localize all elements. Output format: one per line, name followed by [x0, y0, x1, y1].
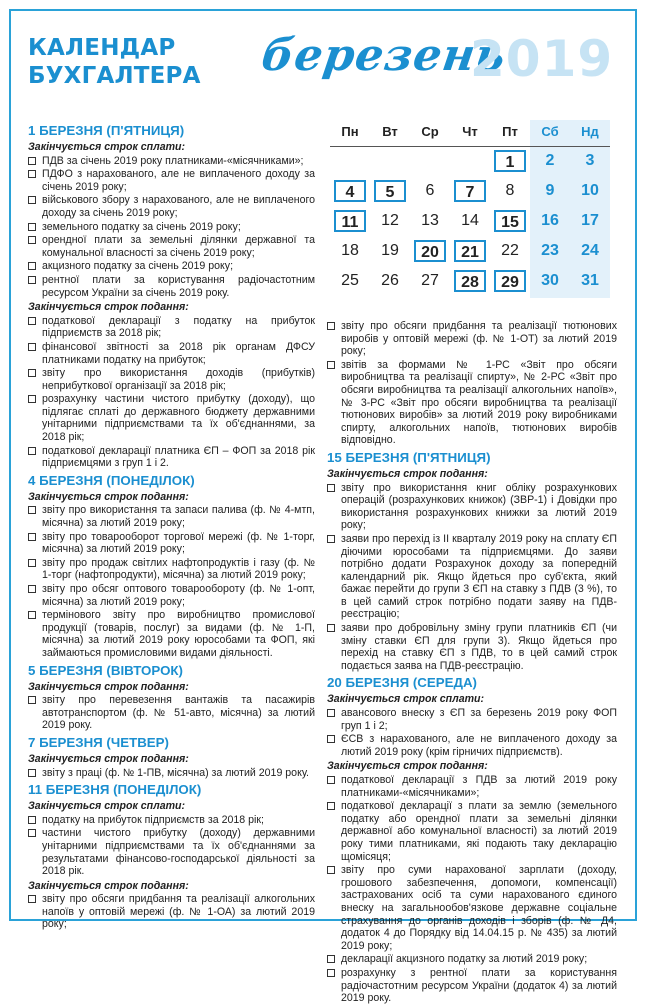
checkbox-icon[interactable]	[28, 369, 36, 377]
calendar-day-20: 20	[414, 240, 446, 262]
checklist-item-text: звіту про товарооборот торгової мережі (ф. № 1-торг, місячна) за лютий 2019 року;	[42, 530, 315, 556]
checklist-item	[327, 707, 617, 732]
checklist-item-text: податку на прибуток підприємств за 2018 рік;	[42, 813, 264, 826]
calendar-day-16: 16	[541, 212, 559, 229]
weekday-3: Чт	[462, 124, 478, 139]
checklist-item	[327, 967, 617, 1005]
header-title	[28, 34, 201, 90]
deadline-subtitle: Закінчується строк подання:	[28, 301, 189, 314]
checkbox-icon[interactable]	[28, 157, 36, 165]
checklist-item-text: заяви про перехід із ІІ кварталу 2019 року на сплату ЄП діючими юрособами та підприємцями. До заяви потрібно додати Розрахунок доходу за попередній календарний рік. Якщо йдеться про суб'єкта, який бажає перейти до групи 3 ЄП на ставку з ПДВ (3 %), то в цей самий строк потрібно подати заяву на ПДВ-реєстрацію;	[341, 532, 617, 621]
checklist-item-text: заяви про добровільну зміну групи платників ЄП (чи зміну ставки ЄП для групи 3). Якщо йдеться про перехід на ставку ЄП з ПДВ, то в цей самий строк подається заява на ПДВ-реєстрацію.	[341, 622, 617, 672]
checkbox-icon[interactable]	[28, 236, 36, 244]
section-title: 4 БЕРЕЗНЯ (ПОНЕДІЛОК)	[28, 472, 195, 488]
section-title: 15 БЕРЕЗНЯ (П'ЯТНИЦЯ)	[327, 449, 491, 465]
calendar-day-7: 7	[454, 180, 486, 202]
calendar-day-5: 5	[374, 180, 406, 202]
checkbox-icon[interactable]	[28, 769, 36, 777]
checklist-item	[28, 168, 315, 193]
checkbox-icon[interactable]	[327, 969, 335, 977]
checklist-item	[28, 557, 315, 582]
checklist-item-text: термінового звіту про виробництво промислової продукції (товарів, послуг) за видами (ф. № 1-П, місячна) за лютий 2019 року юрособами та ФОП, які займаються промисловими видами діяльності.	[42, 609, 315, 659]
checklist-item-text: ПДВ за січень 2019 року платниками-«місячниками»;	[42, 154, 304, 167]
deadline-subtitle: Закінчується строк подання:	[28, 680, 189, 693]
calendar-day-23: 23	[541, 242, 559, 259]
checkbox-icon[interactable]	[28, 696, 36, 704]
checklist-item-text: декларації акцизного податку за лютий 2019 року;	[341, 953, 588, 966]
deadline-subtitle: Закінчується строк сплати:	[28, 800, 186, 813]
checklist-item-text: звіту про обсяги придбання та реалізації алкогольних напоїв у оптовій мережі (ф. № 1-ОА) за лютий 2019 року;	[42, 893, 315, 931]
calendar-day-29: 29	[494, 270, 526, 292]
checklist-item-text: звіту про обсяг оптового товарообороту (ф. № 1-опт, місячна) за лютий 2019 року;	[42, 583, 315, 608]
calendar-day-8: 8	[505, 182, 515, 199]
checklist-item	[28, 609, 315, 659]
deadline-subtitle: Закінчується строк подання:	[28, 879, 189, 892]
calendar-day-19: 19	[381, 242, 399, 259]
checklist-item-text: звіту про використання книг обліку розрахункових операцій (розрахункових книжок) (ЗВР-1) і Довідки про використання розрахункових книжки за лютий 2019 року;	[341, 481, 617, 532]
section-title: 5 БЕРЕЗНЯ (ВІВТОРОК)	[28, 662, 183, 678]
checklist-item-text: податкової декларації платника ЄП – ФОП за 2018 рік підприємцями з груп 1 і 2.	[42, 444, 315, 470]
calendar-header-divider	[330, 146, 610, 147]
calendar-day-27: 27	[421, 272, 439, 289]
checklist-item	[327, 320, 617, 358]
calendar-day-4: 4	[334, 180, 366, 202]
calendar-day-25: 25	[341, 272, 359, 289]
calendar-day-17: 17	[581, 212, 599, 229]
checklist-item	[28, 260, 315, 273]
section-title: 20 БЕРЕЗНЯ (СЕРЕДА)	[327, 675, 477, 691]
checkbox-icon[interactable]	[28, 343, 36, 351]
checklist-item	[28, 694, 315, 732]
checkbox-icon[interactable]	[327, 322, 335, 330]
checklist-item	[327, 800, 617, 863]
checklist-item	[327, 533, 617, 621]
weekday-0: Пн	[341, 124, 359, 139]
checklist-item	[28, 221, 315, 234]
checkbox-icon[interactable]	[28, 895, 36, 903]
header-title-line2: БУХГАЛТЕРА	[28, 63, 201, 89]
checkbox-icon[interactable]	[28, 533, 36, 541]
checklist-item-text: звіту про обсяги придбання та реалізації тютюнових виробів у оптовій мережі (ф. № 1-ОТ) за лютий 2019 року;	[341, 320, 617, 358]
checklist-item	[28, 315, 315, 340]
checklist-item-text: звіту з праці (ф. № 1-ПВ, місячна) за лютий 2019 року.	[42, 766, 310, 779]
checkbox-icon[interactable]	[327, 866, 335, 874]
checklist-item	[28, 274, 315, 299]
checklist-item	[28, 814, 315, 827]
checkbox-icon[interactable]	[327, 361, 335, 369]
checklist-item-text: податкової декларації з ПДВ за лютий 2019 року платниками-«місячниками»;	[341, 774, 617, 799]
checkbox-icon[interactable]	[327, 735, 335, 743]
calendar-day-11: 11	[334, 210, 366, 232]
checklist-item	[28, 827, 315, 877]
checklist-item	[28, 367, 315, 392]
checkbox-icon[interactable]	[28, 262, 36, 270]
checklist-item	[327, 953, 617, 966]
checklist-item-text: ЄСВ з нарахованого, але не виплаченого доходу за лютий 2019 року (крім гірничих підприємств).	[341, 733, 617, 758]
checklist-item-text: звіту про використання та запаси палива (ф. № 4-мтп, місячна) за лютий 2019 року;	[42, 504, 315, 530]
checkbox-icon[interactable]	[28, 506, 36, 514]
deadline-subtitle: Закінчується строк сплати:	[327, 693, 485, 706]
checklist-item-text: частини чистого прибутку (доходу) державними унітарними підприємствами та їх об'єднаннями за результатами фінансово-господарської діяльності за 2018 рік.	[42, 827, 315, 878]
checklist-item	[28, 194, 315, 219]
calendar-day-9: 9	[545, 182, 555, 199]
deadline-subtitle: Закінчується строк сплати:	[28, 141, 186, 153]
calendar-day-22: 22	[501, 242, 519, 259]
left-column	[28, 120, 315, 932]
checkbox-icon[interactable]	[327, 955, 335, 963]
calendar-day-10: 10	[581, 182, 599, 199]
checklist-item	[327, 864, 617, 952]
calendar-day-21: 21	[454, 240, 486, 262]
checkbox-icon[interactable]	[327, 709, 335, 717]
checklist-item	[28, 583, 315, 608]
checklist-item-text: розрахунку з рентної плати за користування радіочастотним ресурсом України (додаток 4) за лютий 2019 року.	[341, 966, 617, 1005]
weekday-4: Пт	[502, 124, 518, 139]
checklist-item-text: акцизного податку за січень 2019 року;	[42, 260, 234, 273]
checklist-item	[28, 504, 315, 529]
checklist-item-text: військового збору з нарахованого, але не виплаченого доходу за січень 2019 року;	[42, 194, 315, 219]
checklist-item	[327, 482, 617, 532]
calendar-day-14: 14	[461, 212, 479, 229]
checklist-item	[28, 445, 315, 470]
calendar-day-2: 2	[545, 152, 555, 169]
calendar-day-12: 12	[381, 212, 399, 229]
checklist-item-text: орендної плати за земельні ділянки державної та комунальної власності за січень 2019 року;	[42, 234, 315, 259]
checklist-item	[28, 155, 315, 168]
checklist-item-text: звіту про продаж світлих нафтопродуктів і газу (ф. № 1-торг (нафтопродукти), місячна) за лютий 2019 року;	[42, 556, 315, 582]
checkbox-icon[interactable]	[28, 223, 36, 231]
checkbox-icon[interactable]	[28, 816, 36, 824]
calendar-day-18: 18	[341, 242, 359, 259]
header-month: березень	[258, 30, 510, 81]
checklist-item-text: авансового внеску з ЄП за березень 2019 року ФОП груп 1 і 2;	[341, 707, 617, 732]
checklist-item	[28, 393, 315, 443]
checkbox-icon[interactable]	[327, 802, 335, 810]
checklist-item-text: податкової декларації з плати за землю (земельного податку або орендної плати за земельні ділянки державної або комунальної власності) за лютий 2019 року тими платниками, які подають таку декларацію щомісяця;	[341, 800, 617, 863]
checkbox-icon[interactable]	[327, 484, 335, 492]
deadline-subtitle: Закінчується строк подання:	[327, 467, 488, 480]
checkbox-icon[interactable]	[28, 317, 36, 325]
checklist-item-text: ПДФО з нарахованого, але не виплаченого доходу за січень 2019 року;	[42, 168, 315, 193]
checkbox-icon[interactable]	[28, 276, 36, 284]
checkbox-icon[interactable]	[28, 395, 36, 403]
checklist-item	[327, 774, 617, 799]
checklist-item	[28, 341, 315, 366]
header-year: 2019	[470, 30, 614, 88]
checkbox-icon[interactable]	[327, 776, 335, 784]
deadline-subtitle: Закінчується строк подання:	[327, 760, 488, 773]
calendar-day-3: 3	[585, 152, 595, 169]
section-title: 7 БЕРЕЗНЯ (ЧЕТВЕР)	[28, 734, 169, 750]
deadline-subtitle: Закінчується строк подання:	[28, 752, 189, 765]
checklist-item-text: звітів за формами № 1-РС «Звіт про обсяги виробництва та реалізації спирту», № 2-РС «Звіт про обсяги виробництва та реалізації алкогольних напоїв», № 3-РС «Звіт про обсяги виробництва та реалізації тютюнових виробів» за лютий 2019 року виробниками спирту, алкогольних напоїв, тютюнових виробів відповідно.	[341, 358, 617, 447]
checklist-item-text: рентної плати за користування радіочастотним ресурсом України за січень 2019 року.	[42, 273, 315, 299]
calendar-day-31: 31	[581, 272, 599, 289]
checklist-item-text: земельного податку за січень 2019 року;	[42, 220, 241, 233]
checklist-item-text: звіту про використання доходів (прибутків) неприбуткової організації за 2018 рік;	[42, 367, 315, 392]
checkbox-icon[interactable]	[327, 624, 335, 632]
calendar-day-1: 1	[494, 150, 526, 172]
checklist-item-text: фінансової звітності за 2018 рік органам ДФСУ платниками податку на прибуток;	[42, 340, 315, 366]
checkbox-icon[interactable]	[28, 585, 36, 593]
weekday-2: Ср	[421, 124, 439, 139]
checkbox-icon[interactable]	[327, 535, 335, 543]
calendar-day-30: 30	[541, 272, 559, 289]
checklist-item	[28, 893, 315, 931]
checklist-item	[28, 767, 315, 780]
month-calendar	[330, 120, 610, 298]
calendar-day-13: 13	[421, 212, 439, 229]
checkbox-icon[interactable]	[28, 447, 36, 455]
checklist-item	[327, 733, 617, 758]
section-title: 11 БЕРЕЗНЯ (ПОНЕДІЛОК)	[28, 782, 202, 798]
calendar-day-15: 15	[494, 210, 526, 232]
checkbox-icon[interactable]	[28, 196, 36, 204]
checklist-item	[327, 622, 617, 672]
section-title: 1 БЕРЕЗНЯ (П'ЯТНИЦЯ)	[28, 123, 185, 138]
checkbox-icon[interactable]	[28, 611, 36, 619]
calendar-day-6: 6	[425, 182, 435, 199]
checkbox-icon[interactable]	[28, 170, 36, 178]
checklist-item	[28, 531, 315, 556]
calendar-day-28: 28	[454, 270, 486, 292]
weekday-1: Вт	[382, 124, 398, 139]
right-column	[327, 320, 617, 1006]
calendar-day-24: 24	[581, 242, 599, 259]
weekday-6: Нд	[581, 124, 599, 139]
checklist-item-text: звіту про перевезення вантажів та пасажирів автотранспортом (ф. № 51-авто, місячна) за лютий 2019 року.	[42, 694, 315, 732]
checkbox-icon[interactable]	[28, 829, 36, 837]
calendar-day-26: 26	[381, 272, 399, 289]
checklist-item	[327, 359, 617, 447]
checkbox-icon[interactable]	[28, 559, 36, 567]
checklist-item-text: звіту про суми нарахованої зарплати (доходу, грошового забезпечення, допомоги, компенсації) застрахованих осіб та суми нарахованого єдиного внеску на загальнообов'язкове державне соціальне страхування до органів доходів і зборів (ф. № Д4, додаток 4 до Порядку від 14.04.15 р. № 435) за лютий 2019 року;	[341, 864, 617, 952]
checklist-item-text: податкової декларації з податку на прибуток підприємств за 2018 рік;	[42, 314, 315, 340]
header-title-line1: КАЛЕНДАР	[28, 35, 176, 61]
deadline-subtitle: Закінчується строк подання:	[28, 490, 189, 503]
checklist-item	[28, 234, 315, 259]
checklist-item-text: розрахунку частини чистого прибутку (доходу), що підлягає сплаті до державного бюджету державними унітарними підприємствами та їх об'єднаннями, за 2018 рік;	[42, 393, 315, 444]
weekday-5: Сб	[541, 124, 559, 139]
